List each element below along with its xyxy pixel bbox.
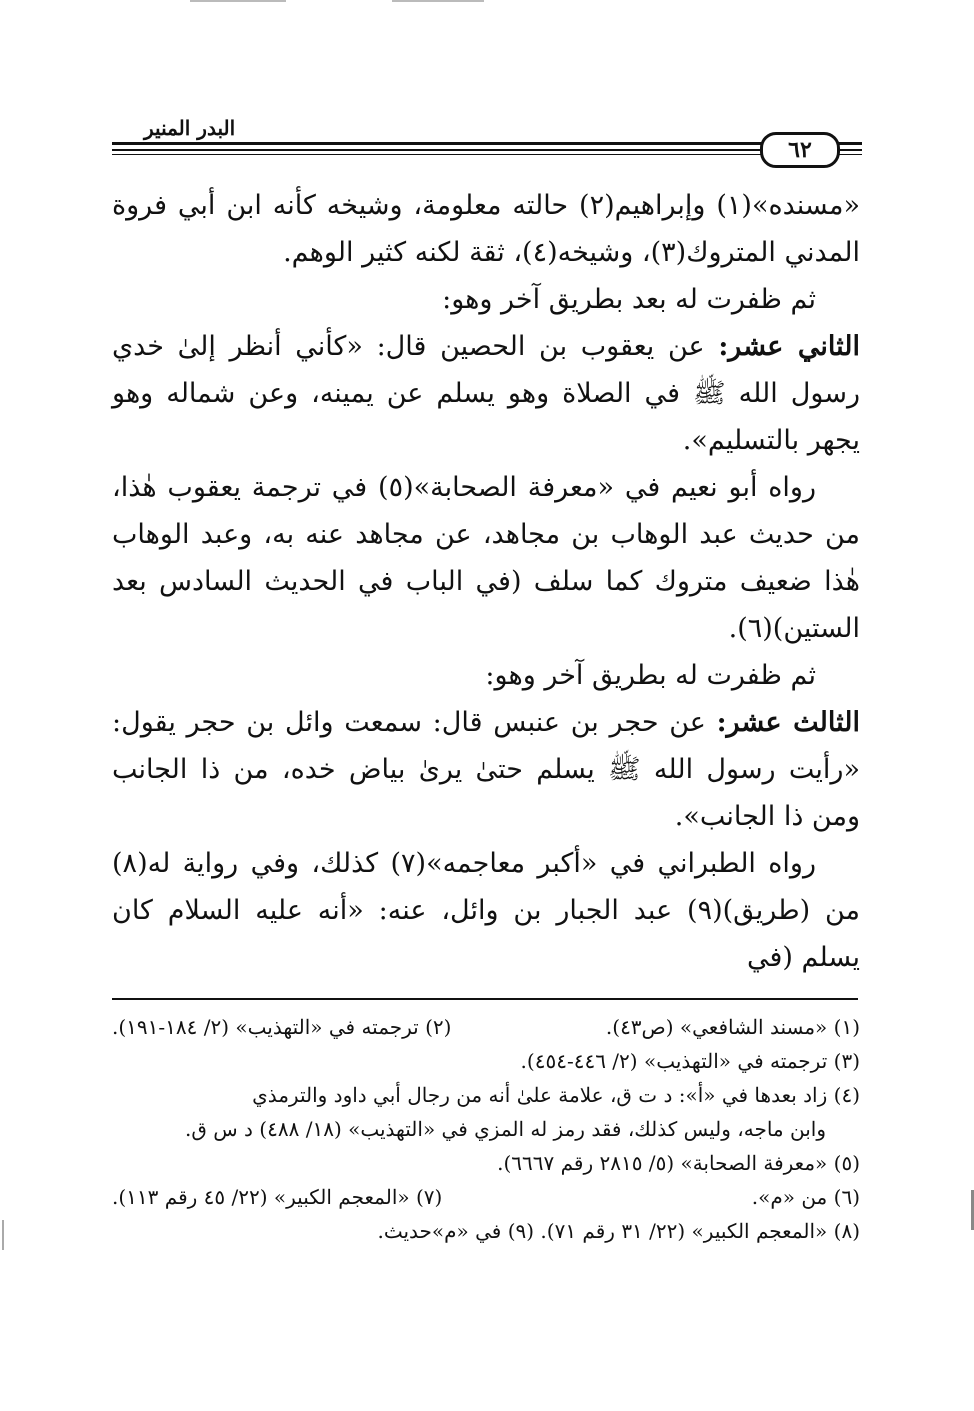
- footnote-row: [112, 1010, 860, 1044]
- scan-edge-mark: [2, 1220, 4, 1250]
- header-rule: [112, 154, 862, 155]
- footnote: (٣) ترجمته في «التهذيب» (٢/ ٤٤٦-٤٥٤).: [520, 1049, 860, 1073]
- paragraph: «مسنده»(١) وإبراهيم(٢) حالته معلومة، وشيخه كأنه ابن أبي فروة المدني المتروك(٣)، وشيخه(٤)، ثقة لكنه كثير الوهم.: [112, 190, 860, 268]
- main-text: [112, 182, 860, 981]
- footnote: (٦) من «م».: [751, 1185, 860, 1209]
- footnote: (٨) «المعجم الكبير» (٢٢/ ٣١ رقم ٧١). (٩) في «م»حديث.: [377, 1219, 860, 1243]
- hadith-text: عن حجر بن عنبس قال: سمعت وائل بن حجر يقول: «رأيت رسول الله ﷺ يسلم حتىٰ يرىٰ بياض خده، من ذا الجانب ومن ذا الجانب».: [112, 707, 860, 832]
- page-header: [112, 118, 862, 178]
- hadith-label: الثاني عشر:: [718, 331, 860, 362]
- paragraph: رواه أبو نعيم في «معرفة الصحابة»(٥) في ترجمة يعقوب هٰذا، من حديث عبد الوهاب بن مجاهد، عن مجاهد عنه به، وعبد الوهاب هٰذا ضعيف متروك كما سلف (في الباب في الحديث السادس بعد الستين)(٦).: [112, 472, 860, 644]
- footnote-row: [112, 1180, 860, 1214]
- paragraph: [112, 699, 860, 840]
- paragraph: رواه الطبراني في «أكبر معاجمه»(٧) كذلك، وفي رواية له(٨) من (طريق)(٩) عبد الجبار بن وائل، عنه: «أنه عليه السلام كان يسلم (في: [112, 848, 861, 973]
- hadith-text: عن يعقوب بن الحصين قال: «كأني أنظر إلىٰ خدي رسول الله ﷺ في الصلاة وهو يسلم عن يمينه، وعن شماله وهو يجهر بالتسليم».: [112, 331, 860, 456]
- paragraph: [112, 323, 860, 464]
- book-title: البدر المنير: [138, 116, 241, 140]
- paragraph: ثم ظفرت له بطريق آخر وهو:: [485, 660, 816, 691]
- footnote-separator: [112, 998, 858, 1000]
- paragraph: ثم ظفرت له بعد بطريق آخر وهو:: [442, 284, 816, 315]
- footnote: (١) «مسند الشافعي» (ص٤٣).: [605, 1015, 860, 1039]
- footnote: (٢) ترجمته في «التهذيب» (٢/ ١٨٤-١٩١).: [112, 1015, 452, 1039]
- footnote: (٥) «معرفة الصحابة» (٥/ ٢٨١٥ رقم ٦٦٦٧).: [497, 1151, 860, 1175]
- header-rule: [112, 142, 862, 145]
- footnotes: [112, 1010, 860, 1248]
- header-rule: [112, 149, 862, 151]
- page-number: ٦٢: [760, 132, 840, 168]
- footnote: (٧) «المعجم الكبير» (٢٢/ ٤٥ رقم ١١٣).: [112, 1185, 443, 1209]
- footnote: (٤) زاد بعدها في «أ»: د ت ق، علامة علىٰ أنه من رجال أبي داود والترمذي: [252, 1083, 860, 1107]
- hadith-label: الثالث عشر:: [716, 707, 860, 738]
- footnote-continuation: وابن ماجه، وليس كذلك، فقد رمز له المزي في «التهذيب» (١٨/ ٤٨٨) د س ق.: [185, 1117, 826, 1141]
